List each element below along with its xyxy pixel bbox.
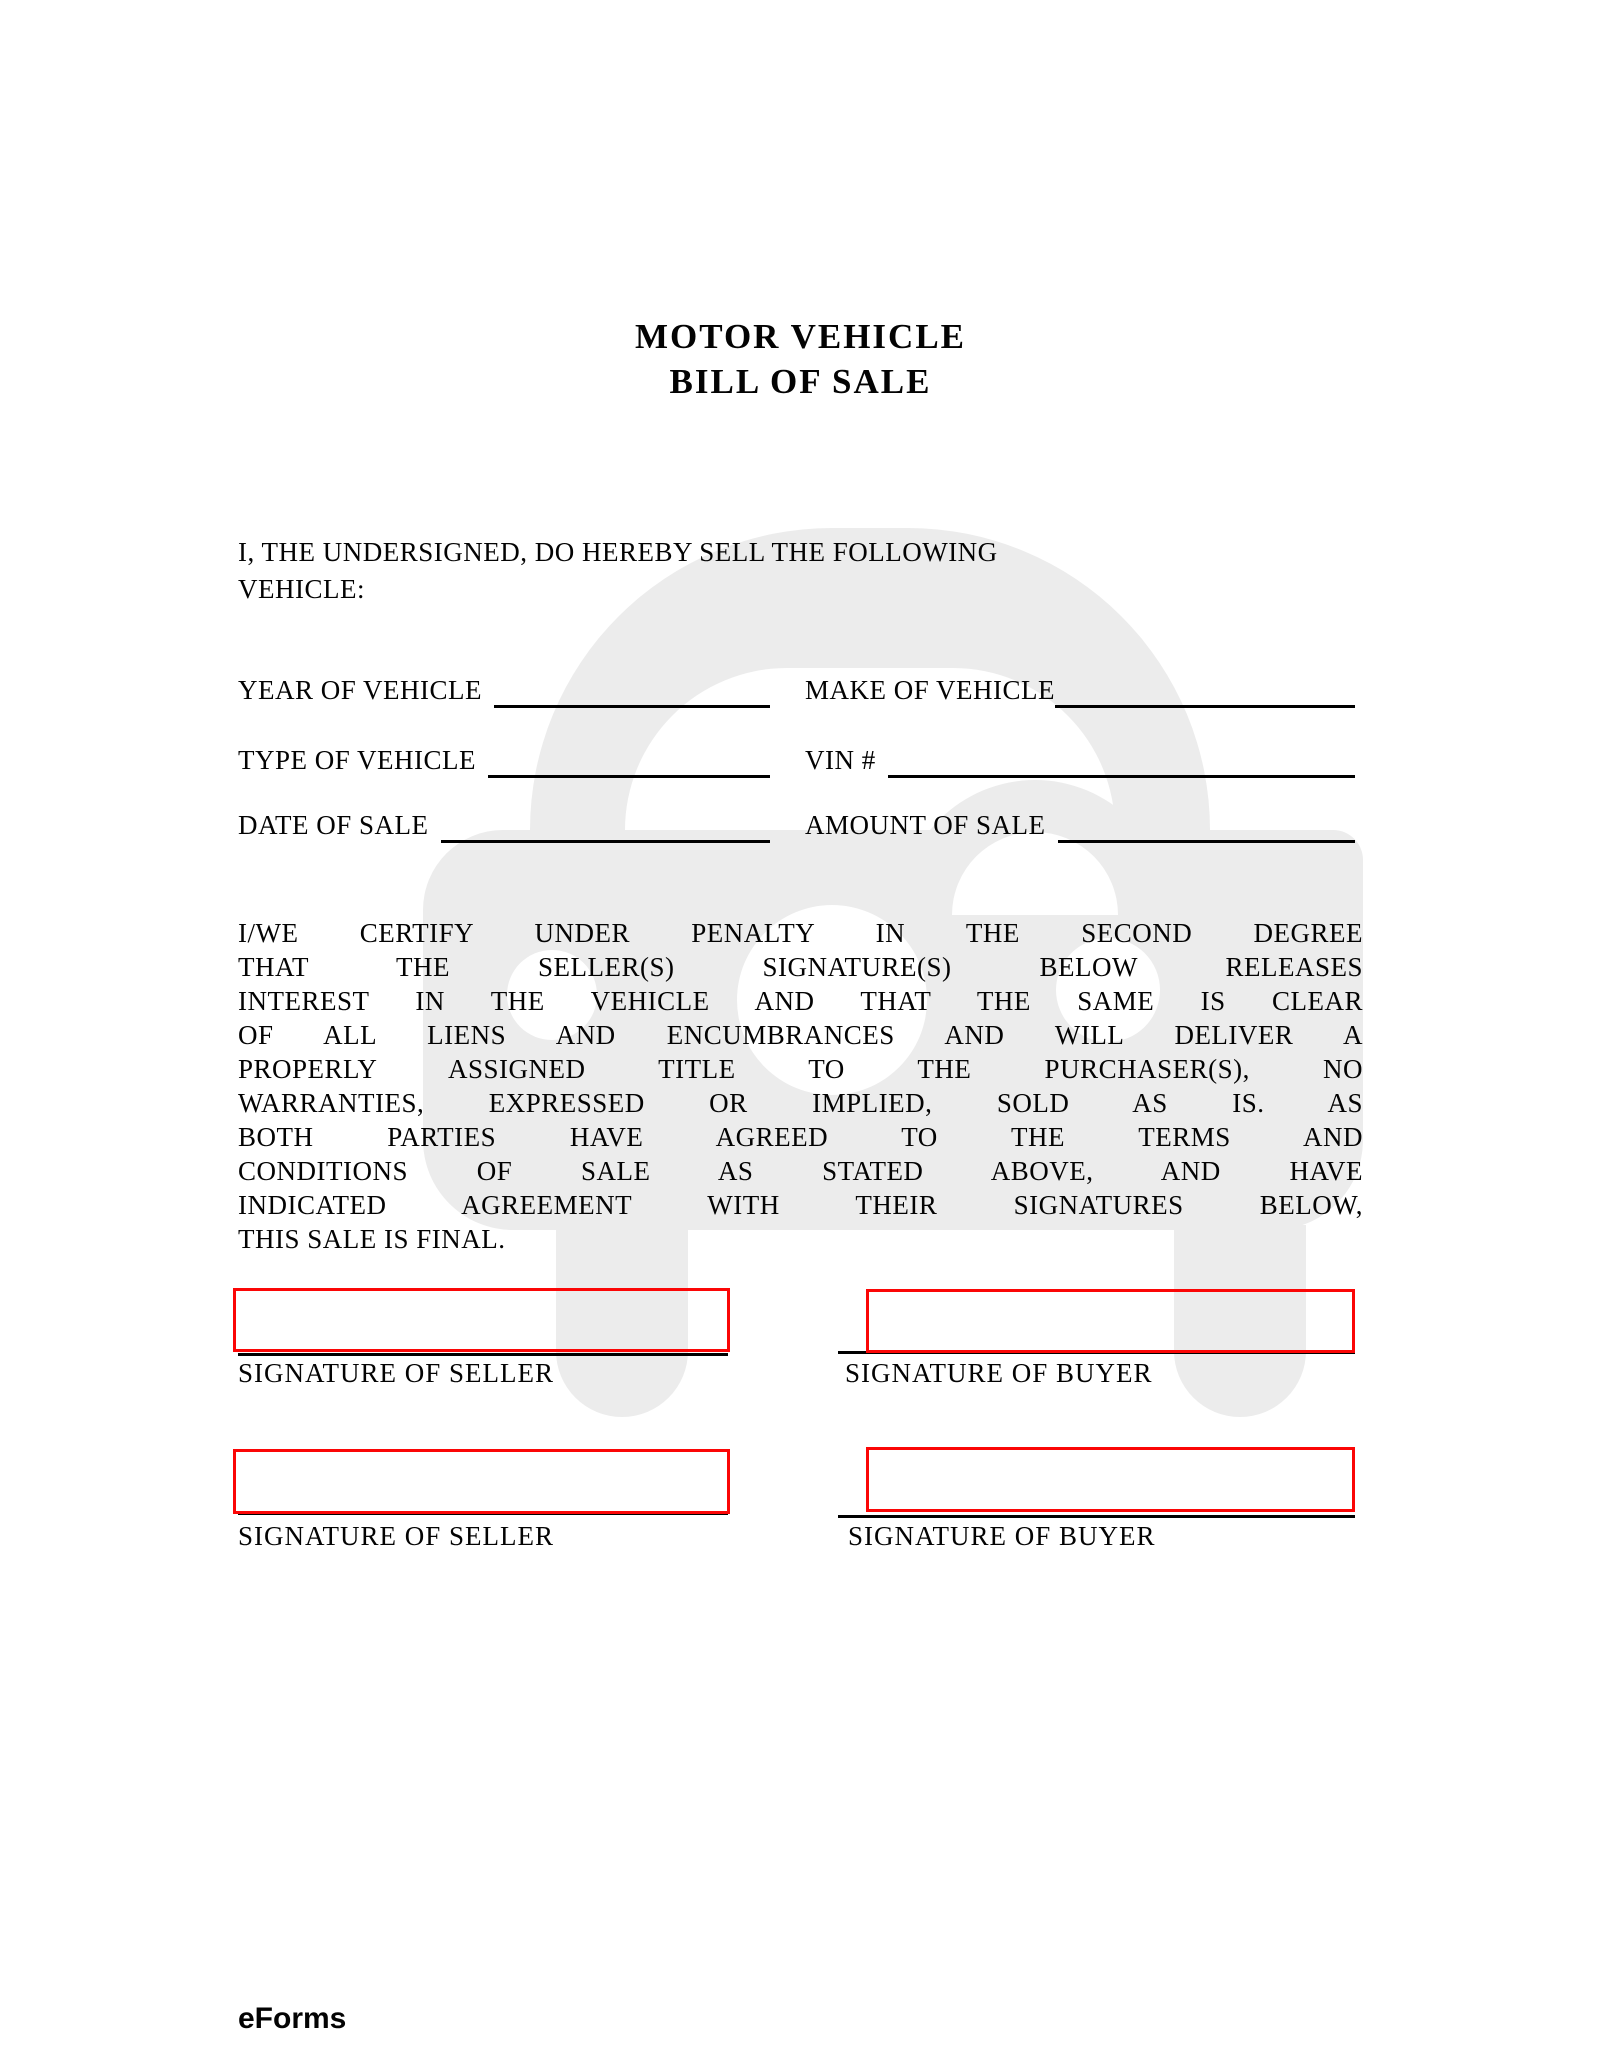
cert-line: BOTH PARTIES HAVE AGREED TO THE TERMS AND [238, 1122, 1363, 1152]
seller-signature-box-2[interactable] [233, 1449, 730, 1514]
make-of-vehicle-input[interactable] [1055, 672, 1355, 708]
vin-label: VIN # [805, 745, 876, 775]
cert-line: WARRANTIES, EXPRESSED OR IMPLIED, SOLD AS IS. AS [238, 1088, 1363, 1118]
date-of-sale-input[interactable] [441, 807, 770, 843]
field-make-of-vehicle [805, 672, 1355, 708]
date-of-sale-label: DATE OF SALE [238, 810, 429, 840]
type-of-vehicle-input[interactable] [488, 742, 770, 778]
page-title-line1: MOTOR VEHICLE [634, 317, 967, 356]
field-type-of-vehicle [238, 742, 770, 778]
cert-line: THIS SALE IS FINAL. [238, 1224, 506, 1254]
eforms-logo: eForms [238, 2002, 347, 2035]
cert-line: OF ALL LIENS AND ENCUMBRANCES AND WILL DELIVER A [238, 1020, 1363, 1050]
cert-line: CONDITIONS OF SALE AS STATED ABOVE, AND HAVE [238, 1156, 1363, 1186]
cert-line: I/WE CERTIFY UNDER PENALTY IN THE SECOND DEGREE [238, 918, 1363, 948]
type-of-vehicle-label: TYPE OF VEHICLE [238, 745, 477, 775]
cert-line: PROPERLY ASSIGNED TITLE TO THE PURCHASER(S), NO [238, 1054, 1363, 1084]
field-vin [805, 742, 1355, 778]
make-of-vehicle-label: MAKE OF VEHICLE [805, 675, 1055, 705]
seller-signature-box-1[interactable] [233, 1288, 730, 1352]
intro-paragraph [238, 534, 1368, 608]
page-title [238, 314, 1363, 404]
intro-line1: I, THE UNDERSIGNED, DO HEREBY SELL THE FOLLOWING [238, 537, 998, 567]
year-of-vehicle-input[interactable] [494, 672, 770, 708]
certification-paragraph [238, 916, 1363, 1256]
buyer-signature-box-2[interactable] [866, 1447, 1355, 1512]
buyer-signature-label-1: SIGNATURE OF BUYER [845, 1358, 1153, 1388]
buyer-signature-box-1[interactable] [866, 1289, 1355, 1353]
amount-of-sale-label: AMOUNT OF SALE [805, 810, 1046, 840]
buyer-signature-label-2: SIGNATURE OF BUYER [848, 1521, 1156, 1551]
field-amount-of-sale [805, 807, 1355, 843]
cert-line: INDICATED AGREEMENT WITH THEIR SIGNATURES BELOW, [238, 1190, 1363, 1220]
field-year-of-vehicle [238, 672, 770, 708]
amount-of-sale-input[interactable] [1058, 807, 1355, 843]
year-of-vehicle-label: YEAR OF VEHICLE [238, 675, 483, 705]
seller-signature-label-2: SIGNATURE OF SELLER [238, 1521, 555, 1551]
field-date-of-sale [238, 807, 770, 843]
cert-line: THAT THE SELLER(S) SIGNATURE(S) BELOW RELEASES [238, 952, 1363, 982]
page-title-line2: BILL OF SALE [669, 362, 932, 401]
cert-line: INTEREST IN THE VEHICLE AND THAT THE SAME IS CLEAR [238, 986, 1363, 1016]
vin-input[interactable] [888, 742, 1355, 778]
seller-signature-line-1[interactable] [238, 1353, 728, 1356]
seller-signature-label-1: SIGNATURE OF SELLER [238, 1358, 555, 1388]
intro-line2: VEHICLE: [238, 574, 365, 604]
buyer-signature-line-2[interactable] [838, 1515, 1355, 1518]
